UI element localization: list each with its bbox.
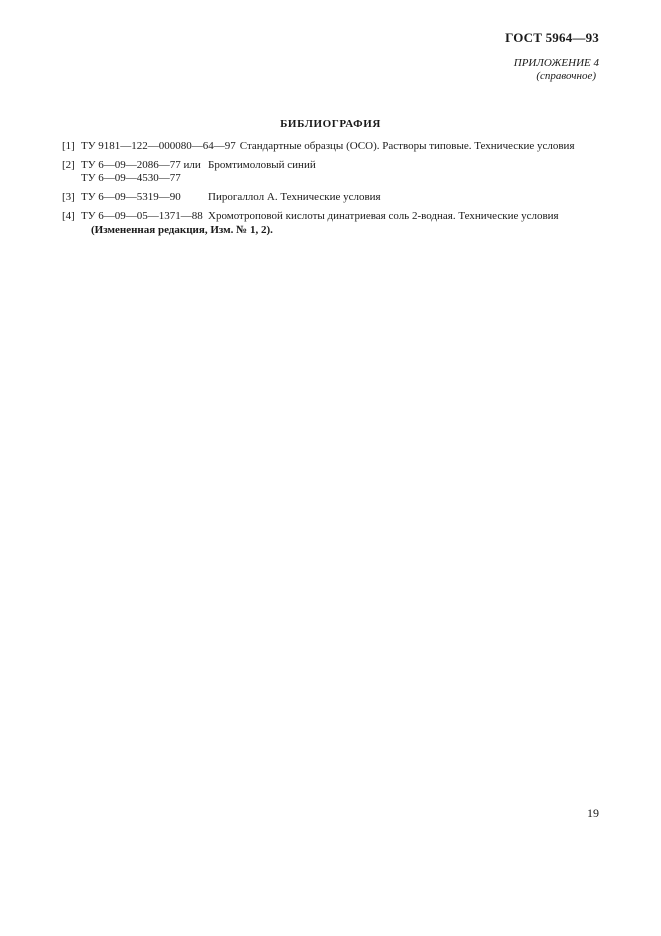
entry-title: Стандартные образцы (ОСО). Растворы типовые. Технические условия: [239, 140, 575, 152]
appendix-type: (справочное): [536, 70, 596, 82]
entry-code: ТУ 6—09—5319—90: [81, 191, 181, 203]
entry-number: [2]: [62, 159, 75, 171]
entry-number: [1]: [62, 140, 75, 152]
entry-title: Бромтимоловый синий: [208, 159, 316, 171]
bibliography-entry: [62, 140, 602, 153]
entry-code: [81, 159, 208, 185]
entry-title: Пирогаллол А. Технические условия: [208, 191, 381, 203]
entry-number: [4]: [62, 210, 75, 222]
entry-code-line: ТУ 6—09—4530—77: [81, 172, 181, 184]
entry-code: ТУ 6—09—05—1371—88: [81, 210, 203, 222]
document-code: ГОСТ 5964—93: [505, 30, 599, 45]
entry-title: Хромотроповой кислоты динатриевая соль 2-водная. Технические условия: [208, 210, 559, 222]
bibliography-list: [62, 140, 602, 229]
appendix-label: ПРИЛОЖЕНИЕ 4: [513, 57, 599, 69]
section-title: БИБЛИОГРАФИЯ: [280, 118, 381, 130]
bibliography-entry: [62, 191, 602, 204]
edit-note: (Измененная редакция, Изм. № 1, 2).: [91, 224, 273, 236]
entry-code-line: ТУ 6—09—2086—77 или: [81, 159, 201, 171]
entry-code: ТУ 9181—122—000080—64—97: [81, 140, 236, 152]
appendix-heading: [514, 57, 599, 83]
bibliography-entry: [62, 210, 602, 223]
page-number: 19: [587, 806, 599, 820]
entry-number: [3]: [62, 191, 75, 203]
bibliography-entry: [62, 159, 602, 185]
